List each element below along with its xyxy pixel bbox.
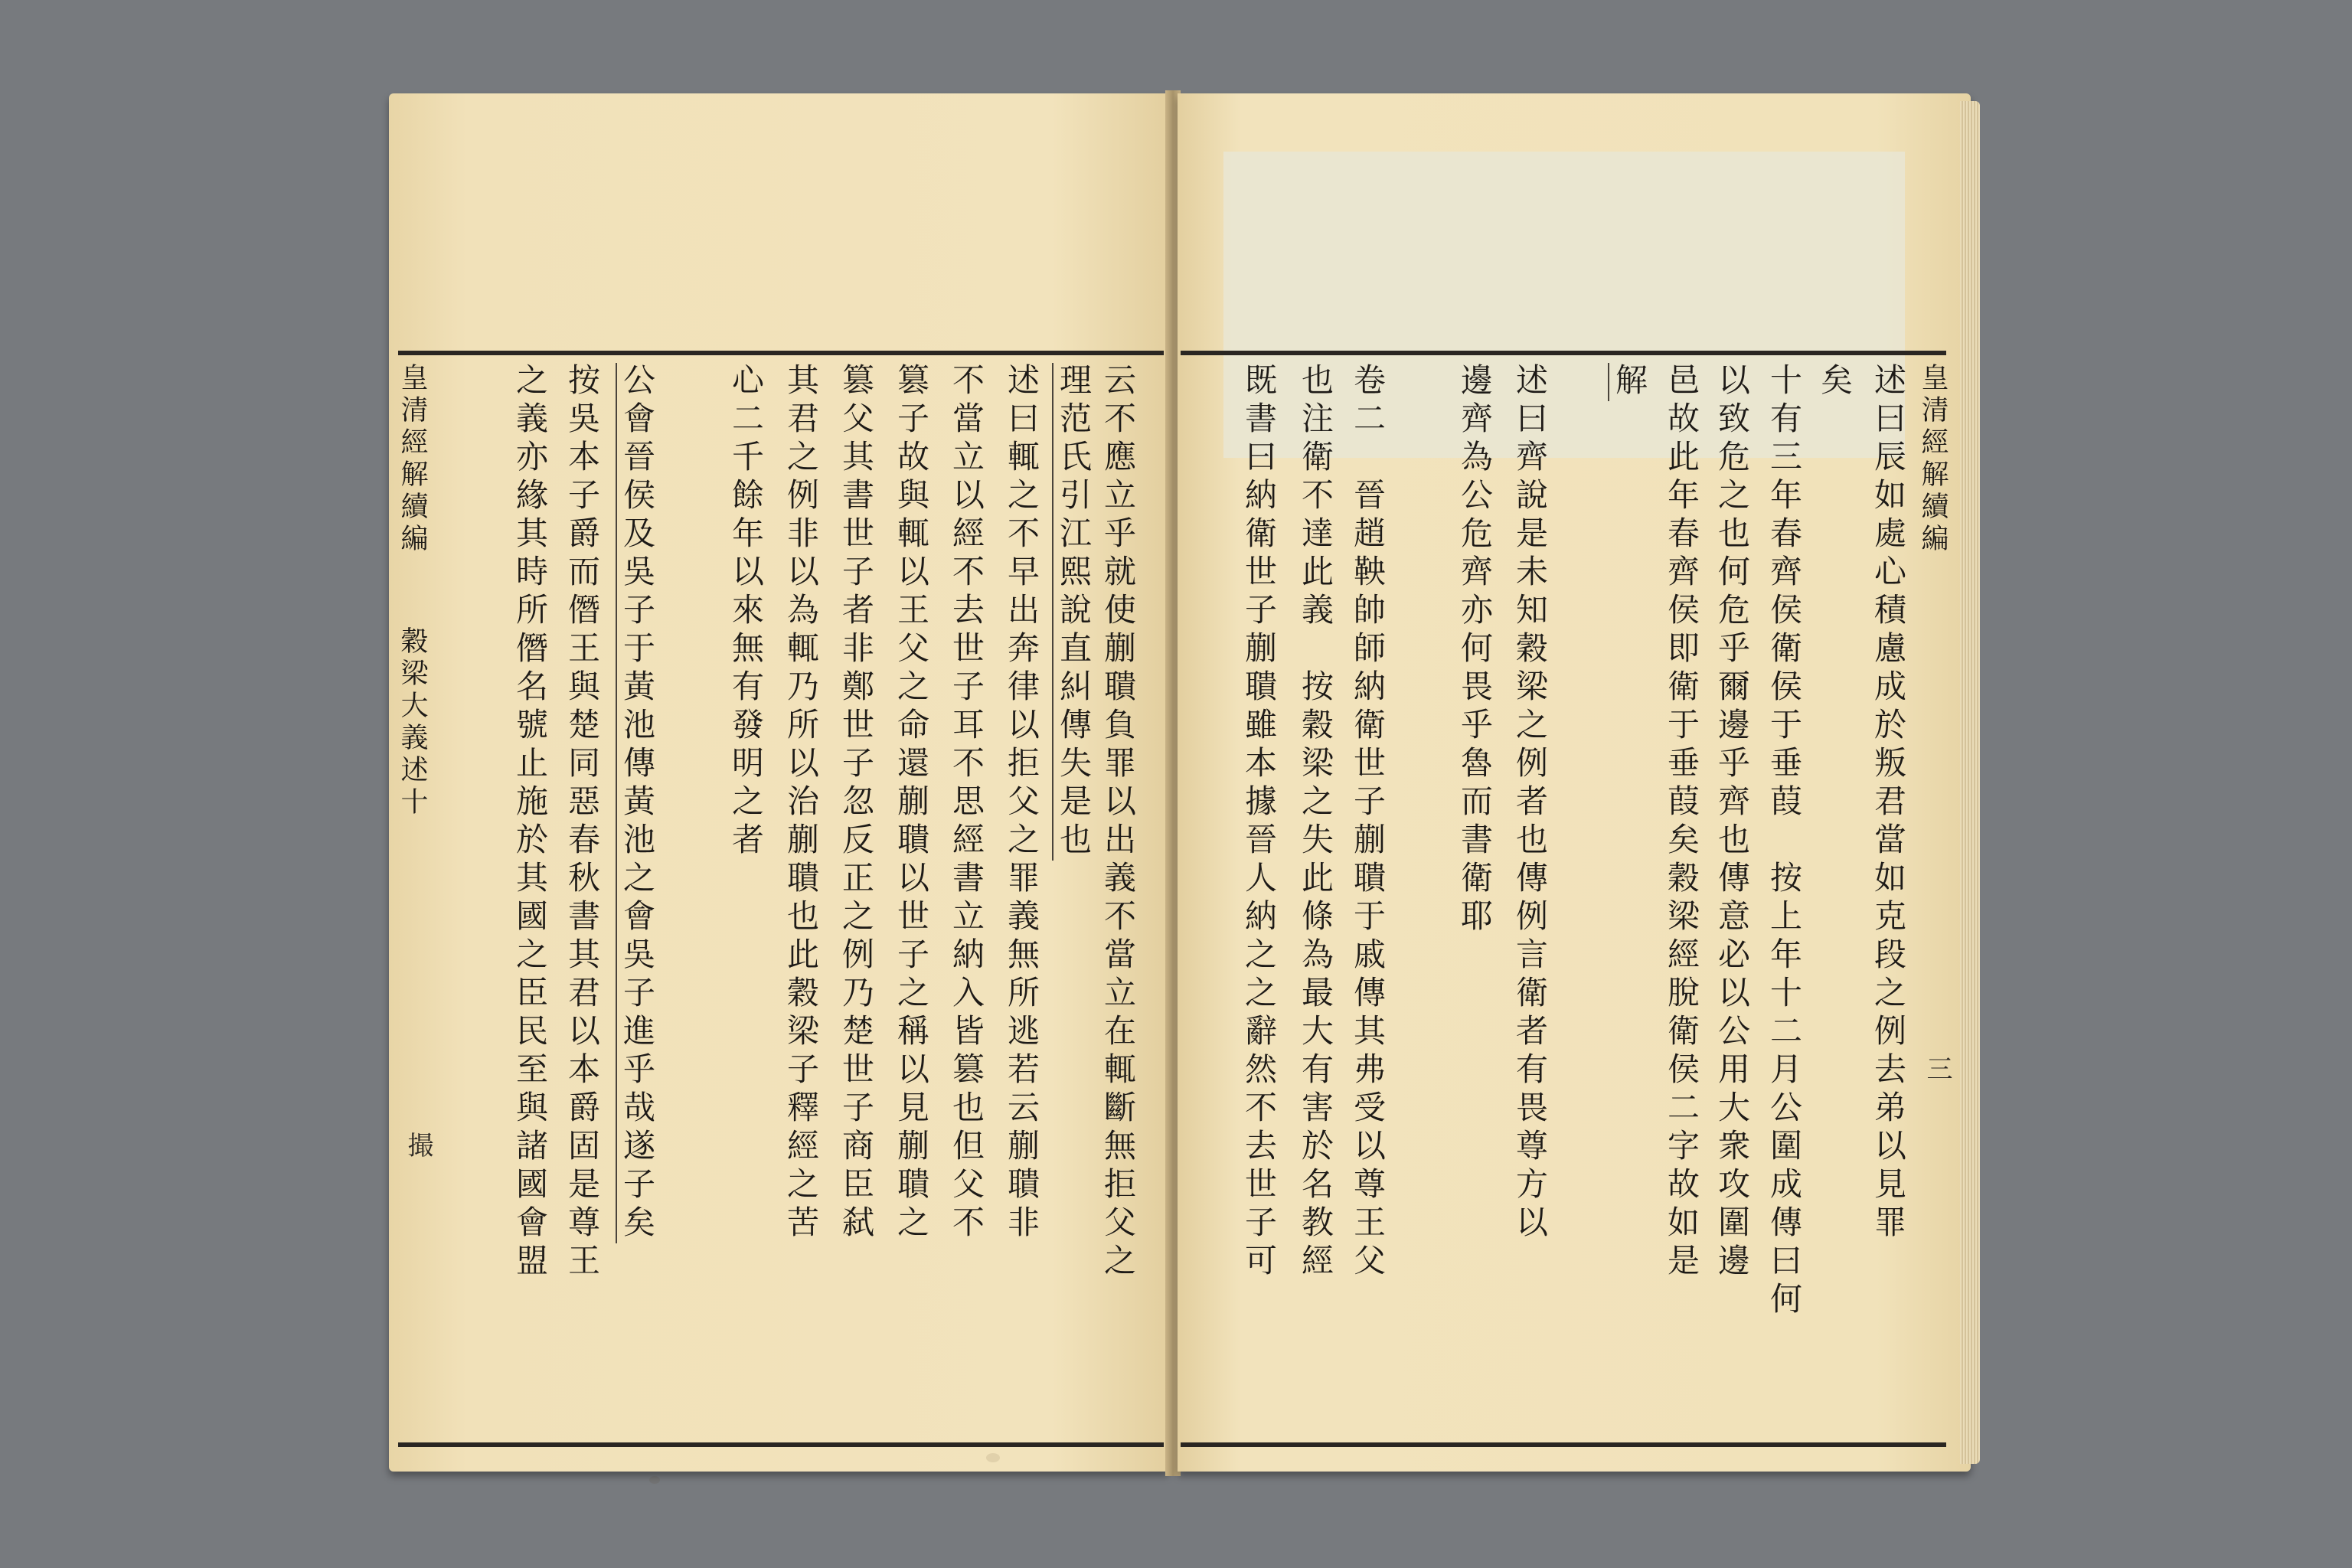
paper-spot: [986, 1453, 1000, 1462]
text-column: 解: [1608, 363, 1649, 401]
text-column: 述曰辰如處心積慮成於叛君當如克段之例去弟以見罪: [1870, 363, 1907, 1243]
banner-title: 皇清經解續編: [397, 363, 428, 556]
text-column: 邑故此年春齊侯即衛于垂葭矣穀梁經脫衛侯二字故如是: [1663, 363, 1700, 1282]
banner-title: 皇清經解續編: [1917, 363, 1949, 556]
banner-subtitle: 穀梁大義述十: [397, 626, 428, 819]
text-column: 述曰齊說是未知穀梁之例者也傳例言衛者有畏尊方以: [1511, 363, 1549, 1243]
text-column: 不當立以經不去世子耳不思經書立納入皆篡也但父不: [948, 363, 985, 1243]
page-edges: [1960, 101, 1980, 1464]
text-column: 之義亦緣其時所僭名號止施於其國之臣民至與諸國會盟: [511, 363, 549, 1282]
text-column: 卷二 晉趙鞅帥師納衛世子蒯聵于戚傳其弗受以尊王父: [1349, 363, 1387, 1282]
paper-spot: [649, 1476, 660, 1484]
text-column: 以致危之也何危乎爾邊乎齊也傳意必以公用大衆攻圍邊: [1713, 363, 1751, 1282]
text-column: 按吳本子爵而僭王與楚同惡春秋書其君以本爵固是尊王: [564, 363, 601, 1282]
text-column: 篡父其書世子者非鄭世子忽反正之例乃楚世子商臣弑: [838, 363, 875, 1243]
text-column: 矣: [1816, 363, 1854, 401]
text-column: 篡子故與輒以王父之命還蒯聵以世子之稱以見蒯聵之: [893, 363, 930, 1243]
open-book: [389, 90, 1978, 1476]
text-column: 公會晉侯及吳子于黃池傳黃池之會吳子進乎哉遂子矣: [616, 363, 657, 1243]
text-column: 既書曰納衛世子蒯聵雖本據晉人納之之辭然不去世子可: [1240, 363, 1278, 1282]
text-column: 心二千餘年以來無有發明之者: [727, 363, 765, 861]
text-column: 理范氏引江熙說直糾傳失是也: [1052, 363, 1093, 861]
text-column: 其君之例非以為輒乃所以治蒯聵也此穀梁子釋經之苦: [782, 363, 820, 1243]
text-column: 邊齊為公危齊亦何畏乎魯而書衛耶: [1456, 363, 1494, 937]
text-column: 述曰輒之不早出奔律以拒父之罪義無所逃若云蒯聵非: [1003, 363, 1040, 1243]
text-column: 云不應立乎就使蒯聵負罪以出義不當立在輒斷無拒父之: [1099, 363, 1137, 1282]
text-column: 十有三年春齊侯衛侯于垂葭 按上年十二月公圍成傳曰何: [1766, 363, 1803, 1320]
folio-mark: 撮: [403, 1132, 433, 1158]
text-column: 也注衛不達此義 按穀梁之失此條為最大有害於名教經: [1297, 363, 1334, 1282]
folio-mark: 三: [1922, 1055, 1952, 1081]
